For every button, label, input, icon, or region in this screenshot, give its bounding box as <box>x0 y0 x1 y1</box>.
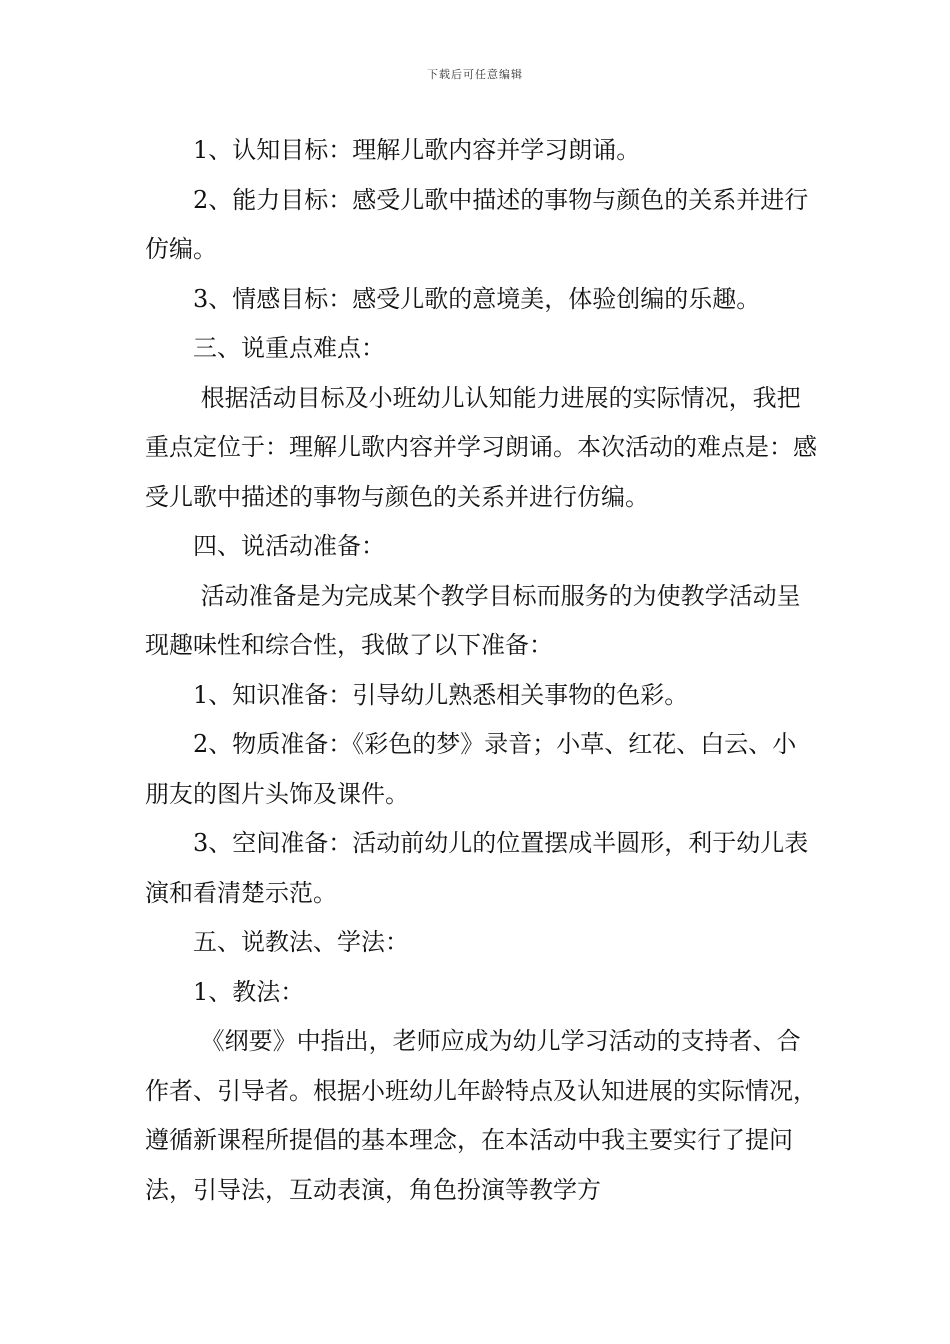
document-body <box>145 126 820 1215</box>
page-header: 下载后可任意编辑 <box>427 68 523 81</box>
paragraph-emotion-goal: 3、情感目标：感受儿歌的意境美，体验创编的乐趣。 <box>193 284 761 313</box>
paragraph-teaching-method: 《纲要》中指出，老师应成为幼儿学习活动的支持者、合作者、引导者。根据小班幼儿年龄特点及认知进展的实际情况，遵循新课程所提倡的基本理念，在本活动中我主要实行了提问法，引导法，互动表演，角色扮演等教学方 <box>145 1027 817 1204</box>
section-heading-methods: 五、说教法、学法： <box>193 928 409 956</box>
paragraph-preparation-intro: 活动准备是为完成某个教学目标而服务的为使教学活动呈现趣味性和综合性，我做了以下准备： <box>145 581 801 659</box>
paragraph-space-prep: 3、空间准备：活动前幼儿的位置摆成半圆形，利于幼儿表演和看清楚示范。 <box>145 829 809 907</box>
paragraph-ability-goal: 2、能力目标：感受儿歌中描述的事物与颜色的关系并进行仿编。 <box>145 185 809 263</box>
subheading-teaching-method: 1、教法： <box>193 977 305 1006</box>
paragraph-knowledge-prep: 1、知识准备：引导幼儿熟悉相关事物的色彩。 <box>193 680 689 709</box>
section-heading-preparation: 四、说活动准备： <box>193 532 385 560</box>
paragraph-material-prep: 2、物质准备：《彩色的梦》录音；小草、红花、白云、小朋友的图片头饰及课件。 <box>145 730 797 808</box>
paragraph-cognitive-goal: 1、认知目标：理解儿歌内容并学习朗诵。 <box>193 136 641 164</box>
paragraph-key-points: 根据活动目标及小班幼儿认知能力进展的实际情况，我把重点定位于：理解儿歌内容并学习朗诵。本次活动的难点是：感受儿歌中描述的事物与颜色的关系并进行仿编。 <box>145 383 817 511</box>
section-heading-key-points: 三、说重点难点： <box>193 334 385 362</box>
